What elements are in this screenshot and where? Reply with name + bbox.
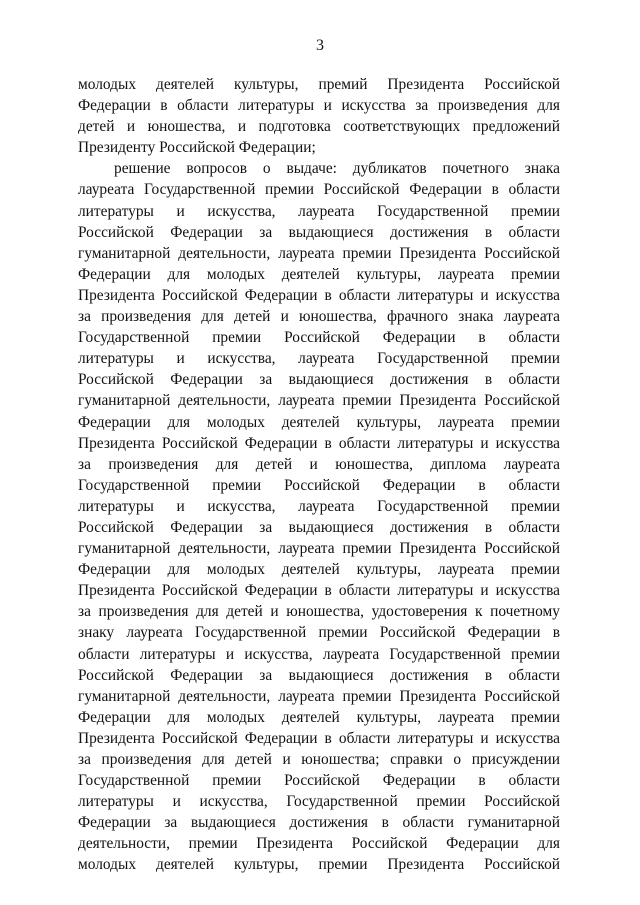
page-number: 3 [316, 37, 324, 54]
text-line: Президента Российской Федерации в области литературы и искусства [78, 286, 560, 304]
text-line: Российской Федерации за выдающиеся достижения в области [78, 371, 560, 389]
text-line: деятельности, премии Президента Российской Федерации для [78, 835, 560, 853]
document-body [78, 74, 560, 876]
text-line: молодых деятелей культуры, премий Президента Российской [78, 76, 560, 93]
text-line: Российской Федерации за выдающиеся достижения в области [78, 666, 560, 684]
text-line: за произведения для детей и юношества, диплома лауреата [78, 455, 560, 473]
text-line: за произведения для детей и юношества, фрачного знака лауреата [78, 308, 560, 326]
text-line: решение вопросов о выдаче: дубликатов почетного знака [114, 160, 560, 178]
text-line: литературы и искусства, лауреата Государственной премии [78, 497, 560, 515]
text-line: гуманитарной деятельности, лауреата премии Президента Российской [78, 244, 560, 262]
text-line: знаку лауреата Государственной премии Российской Федерации в [78, 624, 560, 642]
text-line: Федерации для молодых деятелей культуры, лауреата премии [78, 265, 560, 283]
text-line: лауреата Государственной премии Российской Федерации в области [78, 181, 560, 199]
text-line: литературы и искусства, Государственной премии Российской [78, 793, 560, 811]
text-line: Российской Федерации за выдающиеся достижения в области [78, 223, 560, 241]
text-line: детей и юношества, и подготовка соответствующих предложений [78, 118, 560, 136]
text-line: Федерации для молодых деятелей культуры, лауреата премии [78, 561, 560, 579]
text-line: Государственной премии Российской Федерации в области [78, 772, 560, 790]
text-line: Государственной премии Российской Федерации в области [78, 329, 560, 347]
text-line: области литературы и искусства, лауреата Государственной премии [78, 645, 560, 663]
text-line: Президента Российской Федерации в области литературы и искусства [78, 582, 560, 600]
text-line: за произведения для детей и юношества, удостоверения к почетному [78, 603, 560, 621]
text-line: Российской Федерации за выдающиеся достижения в области [78, 518, 560, 536]
text-line: Федерации в области литературы и искусства за произведения для [78, 97, 560, 115]
text-line: гуманитарной деятельности, лауреата премии Президента Российской [78, 540, 560, 558]
text-line: молодых деятелей культуры, премии Президента Российской [78, 856, 560, 874]
text-line: гуманитарной деятельности, лауреата премии Президента Российской [78, 687, 560, 705]
text-line: за произведения для детей и юношества; справки о присуждении [78, 751, 560, 768]
text-line: литературы и искусства, лауреата Государственной премии [78, 350, 560, 368]
text-line: Президента Российской Федерации в области литературы и искусства [78, 434, 560, 452]
text-line: Федерации для молодых деятелей культуры, лауреата премии [78, 413, 560, 431]
text-line: гуманитарной деятельности, лауреата премии Президента Российской [78, 392, 560, 410]
text-line: Федерации для молодых деятелей культуры, лауреата премии [78, 708, 560, 726]
text-line: Федерации за выдающиеся достижения в области гуманитарной [78, 814, 560, 832]
text-line: Президенту Российской Федерации; [78, 139, 316, 157]
text-line: Президента Российской Федерации в области литературы и искусства [78, 729, 560, 747]
text-line: литературы и искусства, лауреата Государственной премии [78, 202, 560, 220]
text-line: Государственной премии Российской Федерации в области [78, 476, 560, 494]
